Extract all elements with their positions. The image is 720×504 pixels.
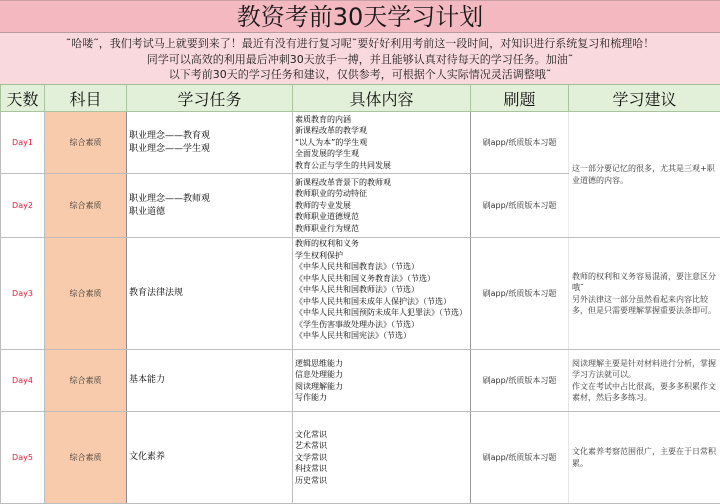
task-item: 职业理念——教育观 bbox=[129, 130, 290, 143]
content-item: 素质教育的内涵 bbox=[295, 114, 468, 126]
task-item: 职业理念——教师观 bbox=[129, 193, 290, 206]
subject-cell[interactable]: 综合素质 bbox=[45, 412, 127, 504]
task-cell[interactable] bbox=[127, 112, 293, 174]
content-item: 艺术常识 bbox=[295, 440, 468, 452]
content-item: 教育公正与学生的共同发展 bbox=[295, 160, 468, 172]
advice-text: 这一部分要记忆的很多，尤其是三观+职业道德的内容。 bbox=[572, 163, 716, 186]
subject-cell[interactable]: 综合素质 bbox=[45, 174, 127, 238]
study-plan-table bbox=[0, 84, 720, 504]
content-item: 新课程改革背景下的教师观 bbox=[295, 177, 468, 189]
subject-cell[interactable]: 综合素质 bbox=[45, 112, 127, 174]
content-item: 文学常识 bbox=[295, 452, 468, 464]
advice-text: 阅读理解主要是针对材料进行分析，掌握学习方法就可以。 bbox=[572, 358, 716, 381]
content-item: 逻辑思维能力 bbox=[295, 358, 468, 370]
intro-line: ˜哈喽˜，我们考试马上就要到来了！最近有没有进行复习呢˜要好好利用考前这一段时间，对知识进行系统复习和梳理哈！ bbox=[0, 36, 720, 52]
day-cell[interactable]: Day5 bbox=[1, 412, 45, 504]
content-cell[interactable] bbox=[293, 350, 471, 412]
advice-cell[interactable] bbox=[569, 412, 720, 504]
content-item: 信息处理能力 bbox=[295, 369, 468, 381]
drill-cell[interactable]: 刷app/纸质版本习题 bbox=[471, 350, 569, 412]
intro-line: 同学可以高效的利用最后冲刺30天放手一搏，并且能够认真对待每天的学习任务。加油˜ bbox=[0, 52, 720, 68]
content-item: 写作能力 bbox=[295, 392, 468, 404]
header-drill[interactable]: 刷题 bbox=[471, 85, 569, 112]
header-day[interactable]: 天数 bbox=[1, 85, 45, 112]
task-cell[interactable] bbox=[127, 238, 293, 350]
content-item: 《中华人民共和国预防未成年人犯罪法》（节选） bbox=[295, 307, 468, 319]
header-task[interactable]: 学习任务 bbox=[127, 85, 293, 112]
content-item: 教师职业的劳动特征 bbox=[295, 188, 468, 200]
sheet-title[interactable]: 教资考前30天学习计划 bbox=[0, 0, 720, 33]
content-item: 历史常识 bbox=[295, 475, 468, 487]
drill-cell[interactable]: 刷app/纸质版本习题 bbox=[471, 238, 569, 350]
content-item: 教师的权利和义务 bbox=[295, 238, 468, 250]
advice-text: 文化素养考察范围很广，主要在于日常积累。 bbox=[572, 446, 716, 469]
intro-block[interactable] bbox=[0, 33, 720, 84]
advice-cell[interactable] bbox=[569, 350, 720, 412]
content-item: 教师职业行为规范 bbox=[295, 223, 468, 235]
task-item: 教育法律法规 bbox=[129, 287, 290, 300]
task-item: 基本能力 bbox=[129, 374, 290, 387]
table-row bbox=[1, 412, 720, 504]
advice-text: 教师的权利和义务容易混淆，要注意区分哦˜ bbox=[572, 271, 716, 294]
drill-cell[interactable]: 刷app/纸质版本习题 bbox=[471, 112, 569, 174]
table-row bbox=[1, 238, 720, 350]
advice-text: 另外法律这一部分虽然看起来内容比较多，但是只需要理解掌握重要法条即可。 bbox=[572, 294, 716, 317]
advice-cell[interactable] bbox=[569, 112, 720, 238]
day-cell[interactable]: Day2 bbox=[1, 174, 45, 238]
header-content[interactable]: 具体内容 bbox=[293, 85, 471, 112]
content-item: 《中华人民共和国教育法》（节选） bbox=[295, 261, 468, 273]
task-cell[interactable] bbox=[127, 412, 293, 504]
task-item: 职业理念——学生观 bbox=[129, 143, 290, 156]
content-item: 《学生伤害事故处理办法》（节选） bbox=[295, 319, 468, 331]
content-item: 《中华人民共和国教师法》（节选） bbox=[295, 284, 468, 296]
intro-line: 以下考前30天的学习任务和建议，仅供参考，可根据个人实际情况灵活调整哦˜ bbox=[0, 67, 720, 83]
task-cell[interactable] bbox=[127, 350, 293, 412]
day-cell[interactable]: Day3 bbox=[1, 238, 45, 350]
content-item: 全面发展的学生观 bbox=[295, 148, 468, 160]
advice-text: 作文在考试中占比很高，要多多积累作文素材，然后多多练习。 bbox=[572, 381, 716, 404]
content-item: 《中华人民共和国未成年人保护法》（节选） bbox=[295, 296, 468, 308]
content-item: 教师职业道德规范 bbox=[295, 211, 468, 223]
content-cell[interactable] bbox=[293, 412, 471, 504]
content-item: 新课程改革的教学观 bbox=[295, 125, 468, 137]
header-subject[interactable]: 科目 bbox=[45, 85, 127, 112]
header-advice[interactable]: 学习建议 bbox=[569, 85, 720, 112]
drill-cell[interactable]: 刷app/纸质版本习题 bbox=[471, 174, 569, 238]
day-cell[interactable]: Day1 bbox=[1, 112, 45, 174]
subject-cell[interactable]: 综合素质 bbox=[45, 238, 127, 350]
content-item: 文化常识 bbox=[295, 429, 468, 441]
task-item: 职业道德 bbox=[129, 206, 290, 219]
content-item: 科技常识 bbox=[295, 463, 468, 475]
content-item: 《中华人民共和国义务教育法》（节选） bbox=[295, 273, 468, 285]
day-cell[interactable]: Day4 bbox=[1, 350, 45, 412]
content-item: 阅读理解能力 bbox=[295, 381, 468, 393]
table-row bbox=[1, 112, 720, 174]
content-cell[interactable] bbox=[293, 174, 471, 238]
drill-cell[interactable]: 刷app/纸质版本习题 bbox=[471, 412, 569, 504]
content-item: 教师的专业发展 bbox=[295, 200, 468, 212]
subject-cell[interactable]: 综合素质 bbox=[45, 350, 127, 412]
content-item: 《中华人民共和国宪法》（节选） bbox=[295, 330, 468, 342]
content-cell[interactable] bbox=[293, 238, 471, 350]
task-item: 文化素养 bbox=[129, 451, 290, 464]
advice-cell[interactable] bbox=[569, 238, 720, 350]
content-item: 学生权利保护 bbox=[295, 250, 468, 262]
header-row bbox=[1, 85, 720, 112]
task-cell[interactable] bbox=[127, 174, 293, 238]
content-item: “以人为本”的学生观 bbox=[295, 137, 468, 149]
content-cell[interactable] bbox=[293, 112, 471, 174]
table-row bbox=[1, 350, 720, 412]
